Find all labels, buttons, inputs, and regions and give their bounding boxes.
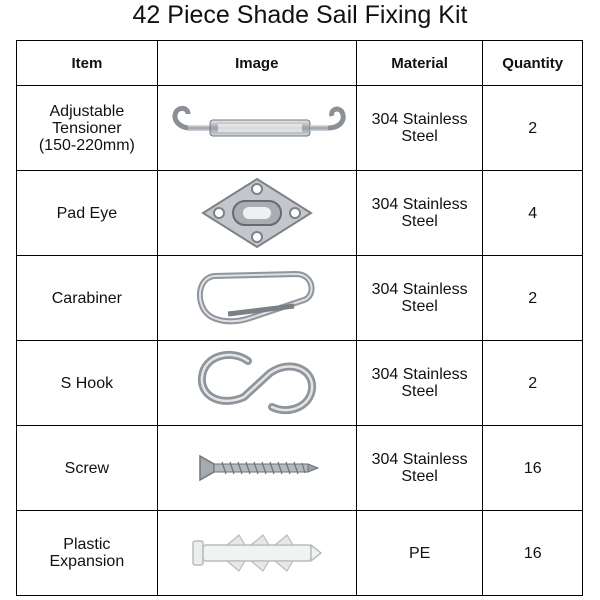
item-image	[157, 426, 356, 511]
header-item: Item	[17, 41, 158, 86]
item-image	[157, 511, 356, 596]
header-image: Image	[157, 41, 356, 86]
turnbuckle-icon	[162, 98, 352, 158]
item-quantity: 2	[483, 256, 583, 341]
item-material: 304 Stainless Steel	[356, 426, 483, 511]
item-name: S Hook	[17, 341, 158, 426]
table-row	[17, 171, 583, 256]
header-quantity: Quantity	[483, 41, 583, 86]
item-quantity: 16	[483, 426, 583, 511]
plastic-anchor-icon	[187, 531, 327, 575]
item-quantity: 16	[483, 511, 583, 596]
header-row	[17, 41, 583, 86]
item-material: PE	[356, 511, 483, 596]
item-name: Screw	[17, 426, 158, 511]
fixing-kit-table	[16, 40, 583, 596]
item-image	[157, 341, 356, 426]
table-row	[17, 426, 583, 511]
item-quantity: 2	[483, 341, 583, 426]
table-row	[17, 256, 583, 341]
item-material: 304 Stainless Steel	[356, 171, 483, 256]
table-row	[17, 341, 583, 426]
table-row	[17, 86, 583, 171]
item-material: 304 Stainless Steel	[356, 256, 483, 341]
item-name: Pad Eye	[17, 171, 158, 256]
page-title: 42 Piece Shade Sail Fixing Kit	[132, 1, 468, 29]
pad-eye-icon	[197, 175, 317, 251]
item-material: 304 Stainless Steel	[356, 341, 483, 426]
item-name: Adjustable Tensioner (150-220mm)	[17, 86, 158, 171]
item-quantity: 4	[483, 171, 583, 256]
item-image	[157, 86, 356, 171]
header-material: Material	[356, 41, 483, 86]
item-image	[157, 256, 356, 341]
s-hook-icon	[192, 347, 322, 419]
item-name: Carabiner	[17, 256, 158, 341]
table-row	[17, 511, 583, 596]
screw-icon	[192, 448, 322, 488]
item-quantity: 2	[483, 86, 583, 171]
item-material: 304 Stainless Steel	[356, 86, 483, 171]
item-name: Plastic Expansion	[17, 511, 158, 596]
item-image	[157, 171, 356, 256]
carabiner-icon	[192, 266, 322, 330]
